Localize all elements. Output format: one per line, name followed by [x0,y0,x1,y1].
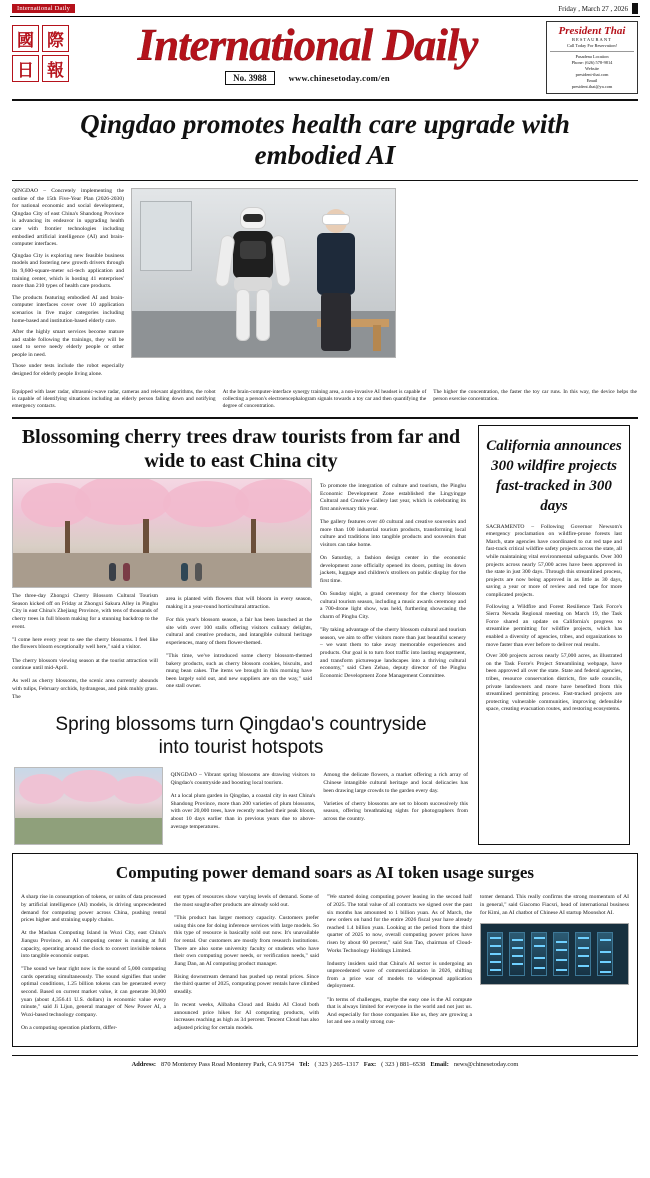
visitor-figure [195,563,202,581]
ad-tagline: Call Today For Reservation! [567,43,617,48]
computing-col-2 [174,889,319,1038]
top-bar-date: Friday , March 27 , 2026 [558,4,628,13]
sidebar-p1: SACRAMENTO – Following Governor Newsom's emergency proclamation on wildfire-prone forests last March, state agencies have coordinated to cut red tape and fast-track critical wildfire safety projects across the state, all while maintaining vital environmental safeguards. Over 300 projects across nearly 57,000 acres have been approved in the state in just 300 days. Through this streamlined process, projects are now being approved in as little as 30 days, saving a year or more of review and red tape for more complicated projects. [486,523,622,598]
ad-name: President Thai [558,25,626,37]
cherry-columns [12,478,470,707]
cherry-c1-p1: The three-day Zhongxi Cherry Blossom Cultural Tourism Season kicked off on Friday at Zhongxi Sakura Alley in Pinghu City in east China's Zhejiang Province, with tens of thousands of cherry trees in full bloom making for a stunning backdrop to the event. [12,593,158,630]
footer [10,1056,640,1073]
lead-captions [10,383,640,410]
footer-tel-label: Tel: [299,1061,310,1069]
sidebar-p3: Over 300 projects across nearly 57,000 acres, as illustrated on the Task Force's Project Streamlining webpage, have been approved all over the state. State and federal agencies, tribes, resource conservation districts, fire safe councils, private landowners and more have benefited from this streamlined permitting process. Fast-tracked projects are protecting vulnerable communities, improving defensible space, creating evacuation routes, and restoring ecosystems. [486,653,622,713]
cherry-c3-p2: The gallery features over 40 cultural and creative souvenirs and more than 100 industrial tourism products, transforming local culture and traditions into tangible products and souvenirs that visitors can take home. [320,519,466,548]
server-rack [531,932,547,976]
masthead [10,17,640,94]
ad-line4: president-thai.com [575,72,609,77]
blossom-cluster [75,478,171,525]
cherry-main [12,425,470,845]
spring-headline: Spring blossoms turn Qingdao's countryside into tourist hotspots [55,713,427,758]
cherry-c2-p3: "This time, we've introduced some cherry blossom-themed bakery products, such as cherry blossom cookies, biscuits, and mung bean cakes. The items we brought in this morning have been largely sold out, and new suppliers are on the way," said one stall owner. [166,653,312,690]
footer-address: 870 Monterey Pass Road Monterey Park, CA 91754 [160,1061,295,1069]
countryside-field [15,818,162,844]
person-legs [321,293,351,351]
server-rack [487,932,503,976]
ad-line2: Phone: (626) 578-9814 [571,60,613,65]
computing-c1-p1: A sharp rise in consumption of tokens, or units of data processed by artificial intelligence (AI) models, is driving unprecedented demand for computing power across China, pushing rental prices higher and straining supply chains. [21,894,166,924]
spring-c2-p1: Among the delicate flowers, a market offering a rich array of Chinese intangible cultural heritage and local delicacies has been drawing large crowds to the garden every day. [323,772,468,794]
spring-c1-p1: QINGDAO – Vibrant spring blossoms are drawing visitors to Qingdao's countryside and boosting local tourism. [170,772,316,786]
cherry-c3-p1: To promote the integration of culture and tourism, the Pinghu Economic Development Zone established the Lingyingge Cultural and Creative Gallery last year, which is celebrating its first anniversary this year. [320,483,466,513]
computing-col-4 [480,889,629,1038]
cherry-c1-p4: As well as cherry blossoms, the scenic area currently abounds with tulips, February orchids, hydrangeas, and pink muhly grass. The [12,678,158,700]
computing-c3-p2: Industry insiders said that China's AI sector is undergoing an unprecedented wave of commercialization in 2026, shifting from a price war of models to widespread application deployment. [327,960,472,990]
footer-email-label: Email: [430,1061,449,1069]
robot-visor [243,214,263,222]
cherry-c3-p3: On Saturday, a fashion design center in the economic development zone officially opened its doors, putting its down jackets, luggage and children's strollers on public display for the first time. [320,555,466,584]
computing-c3-p3: "In terms of challenges, maybe the easy one is the AI compute that is always limited for everyone in the world and not just us. And especially for those companies like us, they are growing a lot and see a really strong cus- [327,996,472,1026]
server-rack [575,932,591,976]
sidebar-headline: California announces 300 wildfire projects fast-tracked in 300 days [486,437,622,514]
headline-rule [12,180,638,181]
spring-c2-p2: Varieties of cherry blossoms are set to bloom successively this season, offering breathtaking sights for photographers from across the country. [323,800,468,822]
tree-trunk [143,519,149,557]
vr-headset-icon [322,214,350,225]
top-bar [10,0,640,17]
logo-char-2: 際 [42,25,69,52]
visitor-figure [181,563,188,581]
tree-trunk [251,519,256,555]
cherry-col-1 [12,478,158,707]
computing-c4-p1: tomer demand. This really confirms the strong momentum of AI in general," said Giacomo Fiacsri, head of international business for Kimi, an AI chatbot of Chinese AI startup Moonshot AI. [480,894,629,916]
computing-c1-p2: At the Mashan Computing Island in Wuxi City, east China's Jiangsu Province, an AI computing center is running at full capacity, operating around the clock to convert invisible tokens into tangible economic output. [21,930,166,960]
lead-col-3 [403,188,515,383]
photo-window [140,201,192,271]
caption-left: Equipped with laser radar, ultrasonic-wave radar, cameras and relevant algorithms, the robot is capable of identifying situations including an elderly person falling down and notifying emergency contacts. [12,388,216,409]
cherry-photo [12,478,312,588]
cherry-c3-p5: "By taking advantage of the cherry blossom cultural and tourism season, we aim to offer visitors more than just beautiful scenery – we want them to take away memorable experiences and products. Our goal is to turn foot traffic into lasting engagement, and transform picturesque landscapes into a thriving cultural economy," said Chen Zehao, deputy director of the Pinghu Economic Development Zone Management Committee. [320,627,466,679]
cherry-headline: Blossoming cherry trees draw tourists from far and wide to east China city [21,425,461,472]
server-rack [509,932,525,976]
cherry-c1-p2: "I come here every year to see the cherry blossoms. I feel like the flowers bloom exceptionally well here," said a visitor. [12,636,158,651]
sidebar-wildfire-story [478,425,630,845]
computing-headline: Computing power demand soars as AI token usage surges [115,862,535,882]
page-marker-icon [632,3,638,14]
issue-number: No. 3988 [225,71,275,85]
masthead-subline [75,71,540,85]
cherry-c1-p3: The cherry blossom viewing season at the tourist attraction will continue until mid-April. [12,657,158,672]
cherry-c2-p2: For this year's blossom season, a fair has been launched at the site with over 100 stalls offering visitors culinary delights, cultural and creative products, and intangible cultural heritage experiences, many of them flower-themed. [166,617,312,646]
computing-c1-p4: On a computing operation platform, differ- [21,1025,118,1032]
server-rack [597,932,613,976]
paper-url[interactable]: www.chinesetoday.com/en [288,73,390,83]
ad-line6: president.thai@ya.com [571,84,613,89]
robot-chest-panel [240,241,266,259]
ad-line5: Email [586,78,598,83]
robot-leg-left [236,289,250,341]
computing-c2-p3: Rising downstream demand has pushed up rental prices. Since the third quarter of 2025, computing power rentals have climbed steadily. [174,973,319,996]
server-rack [553,932,569,976]
caption-middle: At the brain-computer-interface synergy training area, a non-invasive AI headset is capable of collecting a person's electroencephalogram signals towards a toy car and then quantifying the degree of concentration. [222,388,427,409]
footer-address-label: Address: [131,1061,156,1069]
blossom-cluster [19,774,65,804]
blossom-cluster [61,770,119,802]
computing-c2-p1: ent types of resources show varying levels of demand. Some of the most sought-after products are already sold out. [174,894,319,908]
lead-photo-robot [131,188,396,358]
lead-story [10,184,640,383]
person-body [317,233,355,295]
sidebar-body [486,524,622,714]
computing-col-1 [21,889,166,1038]
top-bar-brand: International Daily [12,4,75,13]
robot-leg-right [256,289,270,341]
cherry-c3-p4: On Sunday night, a grand ceremony for the cherry blossom cultural tourism season, including a music awards ceremony and a 700-drone light show, was held, furthering showcasing the charm of Pinghu City. [320,591,466,620]
spring-col-1 [171,767,316,845]
cherry-c2-p1: area is planted with flowers that will bloom in every season, making it a year-round horticultural attraction. [166,596,312,610]
blossom-cluster [235,479,312,523]
person-with-headset [311,209,361,351]
photo-desk-leg [373,325,381,351]
masthead-center [69,21,546,85]
advertisement[interactable] [546,21,638,94]
computing-col-3 [327,889,472,1038]
logo-char-4: 報 [42,55,69,82]
cherry-col-3 [320,478,466,707]
lead-para-3: The products featuring embodied AI and brain-computer interfaces cover over 10 application scenarios in five major categories including home-based and institution-based elderly care. [12,294,124,324]
spring-photo [14,767,163,845]
spring-col-2 [323,767,468,845]
lead-para-5: Those under tests include the robot especially designed for elderly people living alone. [12,363,124,378]
computing-c1-p3: "The sound we hear right now is the sound of 5,000 computing cards operating simultaneously. The sound signifies that under optimal conditions, 1.25 billion tokens can be generated every second. Based on current market value, it can generate 30,000 yuan (about 4,356.41 U.S. dollars) in economic value every minute," said Ji Lijun, general manager of New Power AI, a Wuxi-based technology company. [21,966,166,1018]
ad-line3: Website [584,66,600,71]
paper-title: International Daily [137,20,478,70]
caption-right: The higher the concentration, the faster the toy car runs. In this way, the device helps the person exercise concentration. [433,388,637,402]
lead-para-2: Qingdao City is exploring new feasible business models and fostering new growth drivers through its 9,600-square-meter sci-tech application and training center, which is hosting 41 enterprises' more than 210 types of health care products. [12,252,124,290]
tree-trunk [65,521,70,555]
computing-columns [21,889,629,1038]
data-center-photo [480,923,629,985]
footer-fax-label: Fax: [363,1061,377,1069]
spring-section [12,765,470,845]
logo-char-3: 日 [12,55,39,82]
ad-sub: RESTAURANT [571,37,612,42]
blossom-cluster [113,776,163,804]
computing-c2-p2: "This product has larger memory capacity. Customers prefer using this one for doing inference services with large models. So this type of resource is basically sold out now. It's unavailable for rental. Our customers are mostly from research institutions. There are also some university faculty or students who have their own computing power needs, or verification needs," said Jiang Dan, an AI computing product manager. [174,915,319,967]
logo-char-1: 國 [12,25,39,52]
footer-email[interactable]: news@chinesetoday.com [453,1061,519,1069]
footer-tel: ( 323 ) 265–1317 [314,1061,359,1069]
ad-line1: Pasadena Location [575,54,609,59]
lead-headline: Qingdao promotes health care upgrade with embodied AI [80,109,570,170]
computing-c2-p4: In recent weeks, Alibaba Cloud and Baidu AI Cloud both announced price hikes for AI computing products, with increases reaching as high as 34 percent. Tencent Cloud has also adjusted pricing for certain models. [174,1002,319,1032]
lead-col-1 [12,188,124,383]
spring-c1-p2: At a local plum garden in Qingdao, a coastal city in east China's Shandong Province, more than 200 varieties of plum blossoms, with over 20,000 trees, have recently reached their peak bloom, about 10 days earlier than in previous years due to above-average temperatures. [170,793,316,830]
garden-path [13,553,311,587]
visitor-figure [109,563,116,581]
computing-story-box [12,853,638,1047]
robot-arm-right [270,234,291,287]
ad-divider [550,51,634,52]
cherry-section [10,419,640,845]
computing-c3-p1: "We started doing computing power leasing in the second half of 2025. The total value of all contracts we signed over the past six months has amounted to 1 billion yuan. As of March, the new orders on hand for the entire 2026 fiscal year have already reached 1.4 billion yuan. Looking at the period from the third quarter of 2025 to now, overall computing power prices have risen by about 60 percent," said Sun Tao, chairman of Cloud-Works Technology Holdings Limited. [327,894,472,954]
lead-para-1: QINGDAO – Concretely implementing the outline of the 15th Five-Year Plan (2026-2030) for national economic and social development, Qingdao City of east China's Shandong Province is advancing its endeavor in upgrading health care with frontier technologies including embodied artificial intelligence (AI) and brain-computer interfaces. [12,188,124,248]
chinese-logo [12,25,69,82]
footer-fax: ( 323 ) 881–6538 [381,1061,426,1069]
humanoid-robot-figure [216,207,290,347]
sidebar-p2: Following a Wildfire and Forest Resilience Task Force's Sierra Nevada Regional meeting on March 19, the Task Force shared an update on California's progress to streamline permitting for wildfire projects, which has enabled a diversity of agencies, tribes, and organizations to move faster than ever before to deliver real results. [486,603,622,648]
top-bar-date-group [558,3,638,14]
lead-para-4: After the highly smart services become mature and stable following the trainings, they will be used to serve needy elderly people or other people in need. [12,329,124,358]
visitor-figure [123,563,130,581]
